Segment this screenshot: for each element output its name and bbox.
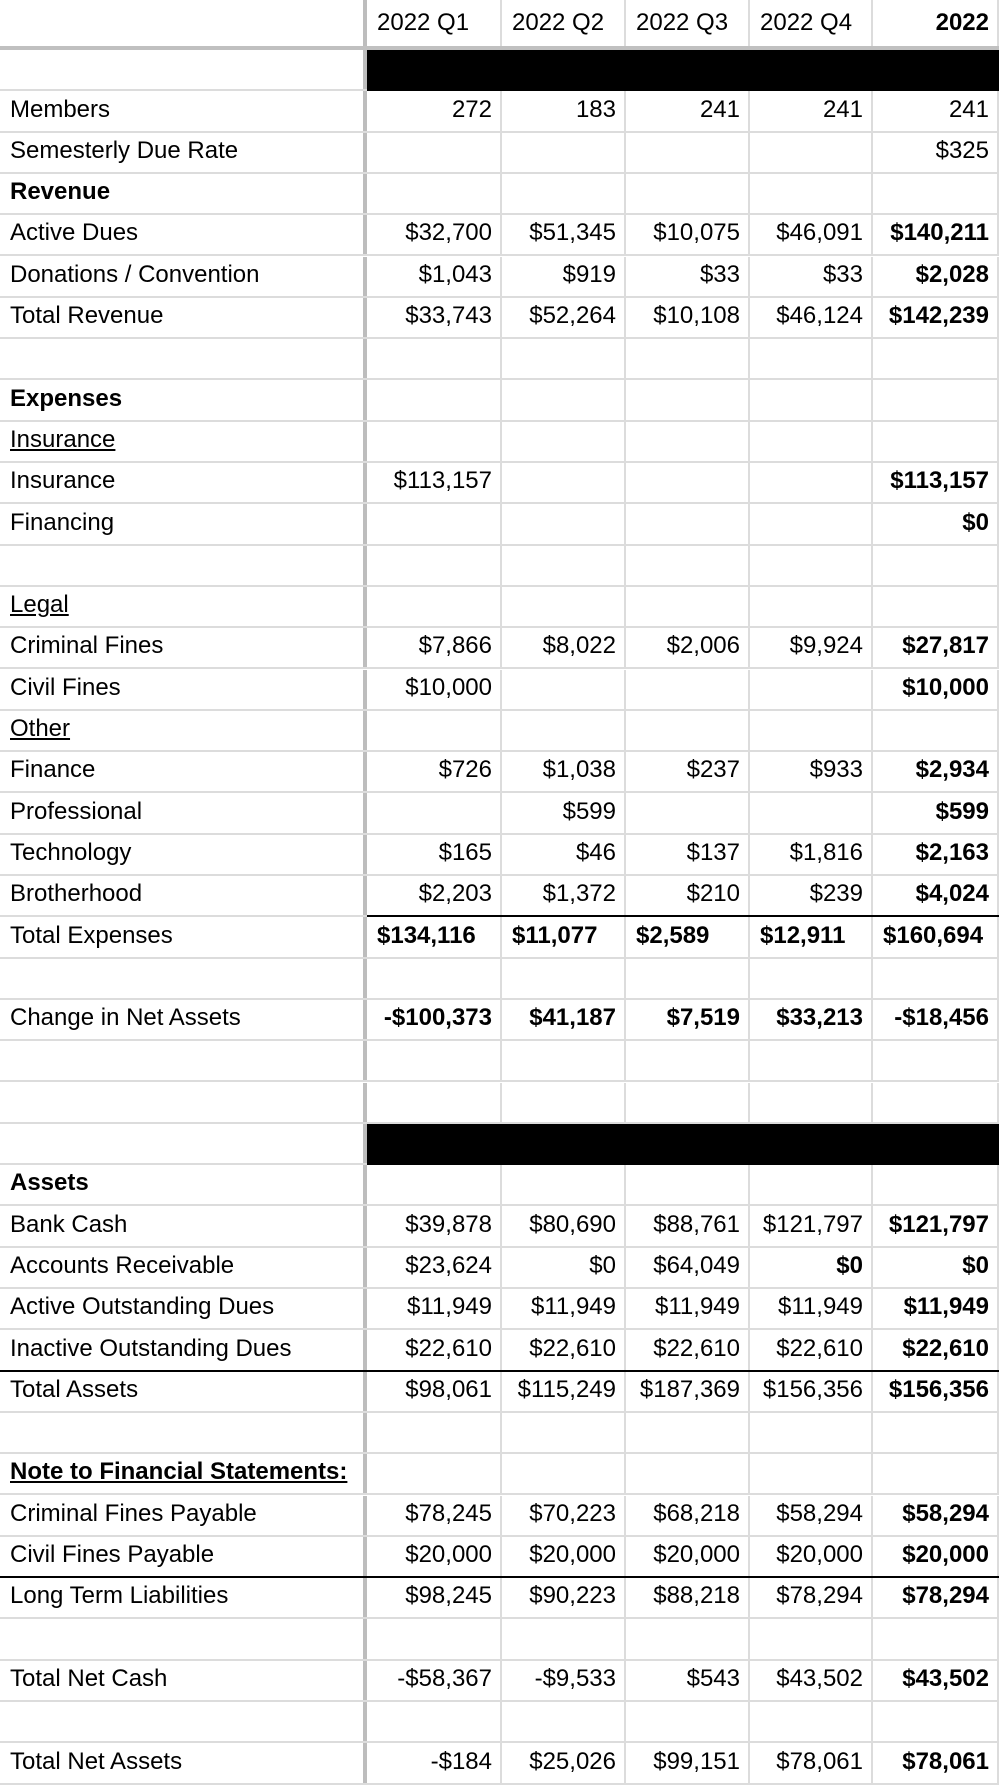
table-row	[0, 133, 999, 174]
value-cell-q1[interactable]	[367, 1165, 502, 1204]
row-label-cell[interactable]: Finance	[0, 752, 367, 791]
value-cell-q3[interactable]: $137	[626, 835, 750, 874]
value-cell-year-total[interactable]: $0	[873, 1248, 999, 1287]
value-cell-q3[interactable]	[626, 1413, 750, 1452]
value-cell-q1[interactable]: $22,610	[367, 1330, 502, 1369]
value-cell-year-total[interactable]: $142,239	[873, 298, 999, 337]
value-cell-q2[interactable]	[502, 711, 626, 750]
value-cell-q4[interactable]	[750, 1041, 873, 1080]
value-cell-q3[interactable]	[626, 422, 750, 461]
row-label-cell[interactable]: Insurance	[0, 422, 367, 461]
table-row	[0, 1702, 999, 1743]
row-label-cell[interactable]: Donations / Convention	[0, 257, 367, 296]
table-row	[0, 1619, 999, 1660]
value-cell-q4[interactable]	[750, 1702, 873, 1741]
row-label-cell[interactable]: Total Assets	[0, 1372, 367, 1411]
row-label-cell[interactable]	[0, 959, 367, 998]
column-header-q3[interactable]: 2022 Q3	[626, 0, 750, 46]
value-cell-q2[interactable]	[502, 504, 626, 543]
row-label-cell[interactable]	[0, 546, 367, 585]
value-cell-q3[interactable]: $10,108	[626, 298, 750, 337]
value-cell-q3[interactable]	[626, 504, 750, 543]
value-cell-q3[interactable]	[626, 546, 750, 585]
value-cell-q3[interactable]	[626, 174, 750, 213]
row-label-cell[interactable]: Accounts Receivable	[0, 1248, 367, 1287]
value-cell-q1[interactable]: $165	[367, 835, 502, 874]
table-row	[0, 1661, 999, 1702]
value-cell-q1[interactable]: $10,000	[367, 670, 502, 709]
table-row	[0, 1413, 999, 1454]
value-cell-q4[interactable]	[750, 174, 873, 213]
column-header-year-total[interactable]: 2022	[873, 0, 999, 46]
value-cell-q3[interactable]	[626, 587, 750, 626]
row-label-cell[interactable]: Note to Financial Statements:	[0, 1454, 367, 1493]
section-divider-bar	[367, 1124, 999, 1165]
table-row	[0, 793, 999, 834]
value-cell-q1[interactable]: $33,743	[367, 298, 502, 337]
value-cell-q2[interactable]	[502, 174, 626, 213]
row-label-cell[interactable]: Active Dues	[0, 215, 367, 254]
table-row	[0, 1000, 999, 1041]
value-cell-year-total[interactable]: $325	[873, 133, 999, 172]
table-row	[0, 1083, 999, 1124]
value-cell-q3[interactable]	[626, 1041, 750, 1080]
value-cell-q2[interactable]	[502, 587, 626, 626]
value-cell-q2[interactable]: $70,223	[502, 1496, 626, 1535]
table-row	[0, 876, 999, 917]
value-cell-q1[interactable]: -$58,367	[367, 1661, 502, 1700]
value-cell-q2[interactable]: $22,610	[502, 1330, 626, 1369]
value-cell-q1[interactable]: $20,000	[367, 1537, 502, 1576]
column-header-q1[interactable]: 2022 Q1	[367, 0, 502, 46]
value-cell-year-total[interactable]	[873, 1454, 999, 1493]
value-cell-q1[interactable]	[367, 587, 502, 626]
table-row	[0, 1165, 999, 1206]
row-label-cell[interactable]: Total Net Cash	[0, 1661, 367, 1700]
value-cell-q2[interactable]: $1,038	[502, 752, 626, 791]
value-cell-q2[interactable]	[502, 1165, 626, 1204]
value-cell-q3[interactable]: 241	[626, 91, 750, 130]
value-cell-q1[interactable]	[367, 1413, 502, 1452]
table-row	[0, 1289, 999, 1330]
value-cell-q2[interactable]: $599	[502, 793, 626, 832]
value-cell-q2[interactable]: $11,077	[502, 917, 626, 956]
row-label-cell[interactable]: Insurance	[0, 463, 367, 502]
value-cell-q3[interactable]: $2,589	[626, 917, 750, 956]
value-cell-q2[interactable]: $20,000	[502, 1537, 626, 1576]
table-row	[0, 215, 999, 256]
value-cell-year-total[interactable]: -$18,456	[873, 1000, 999, 1039]
value-cell-year-total[interactable]: $121,797	[873, 1206, 999, 1245]
value-cell-year-total[interactable]: $78,061	[873, 1743, 999, 1782]
value-cell-year-total[interactable]: 241	[873, 91, 999, 130]
value-cell-q4[interactable]	[750, 1619, 873, 1658]
value-cell-year-total[interactable]	[873, 380, 999, 419]
table-row	[0, 463, 999, 504]
header-label-cell[interactable]	[0, 0, 367, 46]
value-cell-q4[interactable]: $933	[750, 752, 873, 791]
value-cell-year-total[interactable]: $2,163	[873, 835, 999, 874]
value-cell-q3[interactable]: $10,075	[626, 215, 750, 254]
column-header-q4[interactable]: 2022 Q4	[750, 0, 873, 46]
value-cell-q1[interactable]	[367, 1702, 502, 1741]
value-cell-q1[interactable]: $11,949	[367, 1289, 502, 1328]
value-cell-q1[interactable]	[367, 339, 502, 378]
row-label-cell[interactable]: Criminal Fines Payable	[0, 1496, 367, 1535]
value-cell-year-total[interactable]: $156,356	[873, 1372, 999, 1411]
value-cell-q3[interactable]	[626, 339, 750, 378]
value-cell-q1[interactable]	[367, 1041, 502, 1080]
value-cell-q1[interactable]: -$184	[367, 1743, 502, 1782]
value-cell-q3[interactable]	[626, 1702, 750, 1741]
value-cell-q4[interactable]: $43,502	[750, 1661, 873, 1700]
value-cell-year-total[interactable]	[873, 1413, 999, 1452]
value-cell-q3[interactable]: $2,006	[626, 628, 750, 667]
row-label-cell[interactable]: Brotherhood	[0, 876, 367, 915]
value-cell-q2[interactable]	[502, 1702, 626, 1741]
value-cell-q1[interactable]	[367, 546, 502, 585]
value-cell-q2[interactable]: $8,022	[502, 628, 626, 667]
row-label-cell[interactable]: Revenue	[0, 174, 367, 213]
value-cell-q4[interactable]	[750, 587, 873, 626]
value-cell-year-total[interactable]	[873, 1619, 999, 1658]
value-cell-year-total[interactable]: $140,211	[873, 215, 999, 254]
row-label-cell[interactable]: Total Revenue	[0, 298, 367, 337]
value-cell-q2[interactable]	[502, 1454, 626, 1493]
value-cell-q4[interactable]: 241	[750, 91, 873, 130]
value-cell-q2[interactable]: $0	[502, 1248, 626, 1287]
row-label-cell[interactable]	[0, 1083, 367, 1122]
value-cell-q2[interactable]: $1,372	[502, 876, 626, 915]
value-cell-q4[interactable]	[750, 339, 873, 378]
value-cell-q3[interactable]: $543	[626, 1661, 750, 1700]
value-cell-q4[interactable]: $11,949	[750, 1289, 873, 1328]
section-divider-bar	[367, 50, 999, 91]
value-cell-q4[interactable]: $1,816	[750, 835, 873, 874]
value-cell-q2[interactable]: -$9,533	[502, 1661, 626, 1700]
value-cell-q1[interactable]	[367, 793, 502, 832]
value-cell-q4[interactable]: $33	[750, 257, 873, 296]
table-row	[0, 587, 999, 628]
value-cell-year-total[interactable]	[873, 587, 999, 626]
table-row	[0, 504, 999, 545]
value-cell-q3[interactable]	[626, 1165, 750, 1204]
value-cell-q4[interactable]: $78,294	[750, 1578, 873, 1617]
table-row	[0, 380, 999, 421]
value-cell-year-total[interactable]	[873, 546, 999, 585]
value-cell-q1[interactable]	[367, 380, 502, 419]
row-label-cell[interactable]: Semesterly Due Rate	[0, 133, 367, 172]
row-label-cell[interactable]: Professional	[0, 793, 367, 832]
value-cell-q2[interactable]	[502, 546, 626, 585]
value-cell-year-total[interactable]	[873, 711, 999, 750]
value-cell-q1[interactable]: $113,157	[367, 463, 502, 502]
value-cell-q2[interactable]	[502, 380, 626, 419]
value-cell-year-total[interactable]	[873, 339, 999, 378]
value-cell-q4[interactable]	[750, 380, 873, 419]
value-cell-year-total[interactable]: $43,502	[873, 1661, 999, 1700]
value-cell-year-total[interactable]: $20,000	[873, 1537, 999, 1576]
value-cell-q2[interactable]: $919	[502, 257, 626, 296]
value-cell-q3[interactable]	[626, 1454, 750, 1493]
value-cell-q4[interactable]	[750, 422, 873, 461]
value-cell-q1[interactable]: $39,878	[367, 1206, 502, 1245]
value-cell-q1[interactable]: $98,245	[367, 1578, 502, 1617]
value-cell-q4[interactable]: $9,924	[750, 628, 873, 667]
value-cell-q2[interactable]	[502, 1619, 626, 1658]
value-cell-q2[interactable]: $115,249	[502, 1372, 626, 1411]
value-cell-q4[interactable]: $0	[750, 1248, 873, 1287]
value-cell-q2[interactable]	[502, 133, 626, 172]
value-cell-q2[interactable]: $41,187	[502, 1000, 626, 1039]
value-cell-q4[interactable]	[750, 463, 873, 502]
row-label-cell[interactable]: Bank Cash	[0, 1206, 367, 1245]
row-label-cell[interactable]: Expenses	[0, 380, 367, 419]
value-cell-year-total[interactable]: $0	[873, 504, 999, 543]
table-row	[0, 1454, 999, 1495]
value-cell-q4[interactable]: $22,610	[750, 1330, 873, 1369]
column-header-q2[interactable]: 2022 Q2	[502, 0, 626, 46]
row-label-cell[interactable]: Total Net Assets	[0, 1743, 367, 1782]
row-label-cell[interactable]: Members	[0, 91, 367, 130]
value-cell-q1[interactable]	[367, 1454, 502, 1493]
value-cell-q1[interactable]: $2,203	[367, 876, 502, 915]
row-label-cell[interactable]	[0, 339, 367, 378]
value-cell-q4[interactable]: $46,124	[750, 298, 873, 337]
table-row	[0, 835, 999, 876]
value-cell-q1[interactable]: $98,061	[367, 1372, 502, 1411]
value-cell-q4[interactable]: $46,091	[750, 215, 873, 254]
value-cell-q4[interactable]: $239	[750, 876, 873, 915]
value-cell-q2[interactable]: $25,026	[502, 1743, 626, 1782]
value-cell-q2[interactable]: $52,264	[502, 298, 626, 337]
table-row	[0, 1372, 999, 1413]
value-cell-q2[interactable]	[502, 1083, 626, 1122]
row-label-cell[interactable]: Civil Fines	[0, 670, 367, 709]
row-label-cell[interactable]: Financing	[0, 504, 367, 543]
value-cell-q3[interactable]: $20,000	[626, 1537, 750, 1576]
value-cell-q4[interactable]	[750, 670, 873, 709]
table-row	[0, 298, 999, 339]
value-cell-q2[interactable]	[502, 463, 626, 502]
value-cell-year-total[interactable]: $113,157	[873, 463, 999, 502]
row-label-cell[interactable]: Total Expenses	[0, 917, 367, 956]
value-cell-q4[interactable]	[750, 711, 873, 750]
row-label-cell[interactable]: Technology	[0, 835, 367, 874]
value-cell-q4[interactable]	[750, 959, 873, 998]
value-cell-year-total[interactable]: $27,817	[873, 628, 999, 667]
value-cell-year-total[interactable]	[873, 1702, 999, 1741]
value-cell-q1[interactable]	[367, 959, 502, 998]
value-cell-q3[interactable]: $33	[626, 257, 750, 296]
row-label-cell[interactable]	[0, 1413, 367, 1452]
value-cell-year-total[interactable]	[873, 959, 999, 998]
table-row	[0, 339, 999, 380]
value-cell-q3[interactable]: $64,049	[626, 1248, 750, 1287]
value-cell-q4[interactable]	[750, 546, 873, 585]
row-label-cell[interactable]	[0, 50, 367, 89]
value-cell-q2[interactable]	[502, 422, 626, 461]
value-cell-year-total[interactable]: $599	[873, 793, 999, 832]
value-cell-year-total[interactable]: $160,694	[873, 917, 999, 956]
value-cell-q4[interactable]: $156,356	[750, 1372, 873, 1411]
value-cell-q1[interactable]: 272	[367, 91, 502, 130]
table-row	[0, 174, 999, 215]
value-cell-year-total[interactable]	[873, 1041, 999, 1080]
value-cell-q3[interactable]: $99,151	[626, 1743, 750, 1782]
row-label-cell[interactable]: Active Outstanding Dues	[0, 1289, 367, 1328]
value-cell-year-total[interactable]	[873, 174, 999, 213]
value-cell-q1[interactable]	[367, 1619, 502, 1658]
value-cell-q2[interactable]: $46	[502, 835, 626, 874]
table-row	[0, 1330, 999, 1371]
value-cell-year-total[interactable]: $22,610	[873, 1330, 999, 1369]
row-label-cell[interactable]	[0, 1702, 367, 1741]
row-label-cell[interactable]: Civil Fines Payable	[0, 1537, 367, 1576]
table-row	[0, 752, 999, 793]
value-cell-q2[interactable]	[502, 959, 626, 998]
value-cell-q2[interactable]: $90,223	[502, 1578, 626, 1617]
value-cell-q4[interactable]	[750, 793, 873, 832]
value-cell-q3[interactable]	[626, 959, 750, 998]
table-row	[0, 1743, 999, 1784]
table-row	[0, 257, 999, 298]
value-cell-q1[interactable]: $726	[367, 752, 502, 791]
value-cell-q2[interactable]: $51,345	[502, 215, 626, 254]
value-cell-q1[interactable]: $32,700	[367, 215, 502, 254]
table-row	[0, 1578, 999, 1619]
row-label-cell[interactable]: Assets	[0, 1165, 367, 1204]
row-label-cell[interactable]	[0, 1124, 367, 1163]
row-label-cell[interactable]: Long Term Liabilities	[0, 1578, 367, 1617]
table-row	[0, 711, 999, 752]
table-row	[0, 1496, 999, 1537]
table-row	[0, 1206, 999, 1247]
value-cell-q3[interactable]: $210	[626, 876, 750, 915]
value-cell-q3[interactable]: $7,519	[626, 1000, 750, 1039]
value-cell-q2[interactable]: $80,690	[502, 1206, 626, 1245]
row-label-cell[interactable]: Criminal Fines	[0, 628, 367, 667]
value-cell-q2[interactable]	[502, 1041, 626, 1080]
value-cell-year-total[interactable]	[873, 422, 999, 461]
value-cell-q2[interactable]	[502, 1413, 626, 1452]
value-cell-q2[interactable]	[502, 670, 626, 709]
value-cell-year-total[interactable]: $10,000	[873, 670, 999, 709]
table-row	[0, 546, 999, 587]
value-cell-year-total[interactable]	[873, 1083, 999, 1122]
value-cell-q1[interactable]	[367, 133, 502, 172]
value-cell-q3[interactable]	[626, 380, 750, 419]
value-cell-q4[interactable]: $121,797	[750, 1206, 873, 1245]
value-cell-q4[interactable]	[750, 1413, 873, 1452]
row-label-cell[interactable]	[0, 1041, 367, 1080]
value-cell-q3[interactable]: $22,610	[626, 1330, 750, 1369]
value-cell-year-total[interactable]: $58,294	[873, 1496, 999, 1535]
row-label-cell[interactable]	[0, 1619, 367, 1658]
column-header-row	[0, 0, 999, 50]
value-cell-q4[interactable]	[750, 504, 873, 543]
value-cell-q3[interactable]: $187,369	[626, 1372, 750, 1411]
row-label-cell[interactable]: Change in Net Assets	[0, 1000, 367, 1039]
value-cell-year-total[interactable]: $78,294	[873, 1578, 999, 1617]
value-cell-q3[interactable]: $88,761	[626, 1206, 750, 1245]
value-cell-q3[interactable]	[626, 711, 750, 750]
value-cell-q3[interactable]: $11,949	[626, 1289, 750, 1328]
value-cell-q3[interactable]	[626, 793, 750, 832]
value-cell-q1[interactable]: $7,866	[367, 628, 502, 667]
value-cell-year-total[interactable]: $2,934	[873, 752, 999, 791]
value-cell-q3[interactable]	[626, 1083, 750, 1122]
value-cell-q1[interactable]	[367, 174, 502, 213]
value-cell-year-total[interactable]: $11,949	[873, 1289, 999, 1328]
value-cell-q4[interactable]: $33,213	[750, 1000, 873, 1039]
value-cell-year-total[interactable]	[873, 1165, 999, 1204]
table-row	[0, 1124, 999, 1165]
value-cell-q3[interactable]	[626, 133, 750, 172]
value-cell-q1[interactable]: $1,043	[367, 257, 502, 296]
value-cell-q3[interactable]	[626, 670, 750, 709]
value-cell-q3[interactable]: $237	[626, 752, 750, 791]
value-cell-q4[interactable]: $12,911	[750, 917, 873, 956]
table-row	[0, 422, 999, 463]
value-cell-q4[interactable]: $78,061	[750, 1743, 873, 1782]
value-cell-q1[interactable]	[367, 1083, 502, 1122]
value-cell-q4[interactable]	[750, 1083, 873, 1122]
value-cell-q4[interactable]	[750, 133, 873, 172]
row-label-cell[interactable]: Legal	[0, 587, 367, 626]
row-label-cell[interactable]: Other	[0, 711, 367, 750]
value-cell-q2[interactable]: $11,949	[502, 1289, 626, 1328]
value-cell-q4[interactable]	[750, 1454, 873, 1493]
value-cell-q1[interactable]: $23,624	[367, 1248, 502, 1287]
value-cell-q2[interactable]	[502, 339, 626, 378]
table-row	[0, 1248, 999, 1289]
value-cell-q4[interactable]: $58,294	[750, 1496, 873, 1535]
table-row	[0, 959, 999, 1000]
value-cell-q1[interactable]: $78,245	[367, 1496, 502, 1535]
table-row	[0, 917, 999, 958]
value-cell-q1[interactable]	[367, 711, 502, 750]
value-cell-q1[interactable]	[367, 504, 502, 543]
value-cell-q4[interactable]	[750, 1165, 873, 1204]
table-row	[0, 91, 999, 132]
value-cell-q1[interactable]	[367, 422, 502, 461]
table-row	[0, 50, 999, 91]
value-cell-year-total[interactable]: $2,028	[873, 257, 999, 296]
value-cell-q1[interactable]: -$100,373	[367, 1000, 502, 1039]
value-cell-q3[interactable]	[626, 1619, 750, 1658]
value-cell-q3[interactable]: $68,218	[626, 1496, 750, 1535]
table-row	[0, 670, 999, 711]
value-cell-q1[interactable]: $134,116	[367, 917, 502, 956]
value-cell-q4[interactable]: $20,000	[750, 1537, 873, 1576]
row-label-cell[interactable]: Inactive Outstanding Dues	[0, 1330, 367, 1369]
value-cell-q2[interactable]: 183	[502, 91, 626, 130]
table-row	[0, 628, 999, 669]
value-cell-q3[interactable]	[626, 463, 750, 502]
value-cell-q3[interactable]: $88,218	[626, 1578, 750, 1617]
table-row	[0, 1041, 999, 1082]
value-cell-year-total[interactable]: $4,024	[873, 876, 999, 915]
table-row	[0, 1537, 999, 1578]
